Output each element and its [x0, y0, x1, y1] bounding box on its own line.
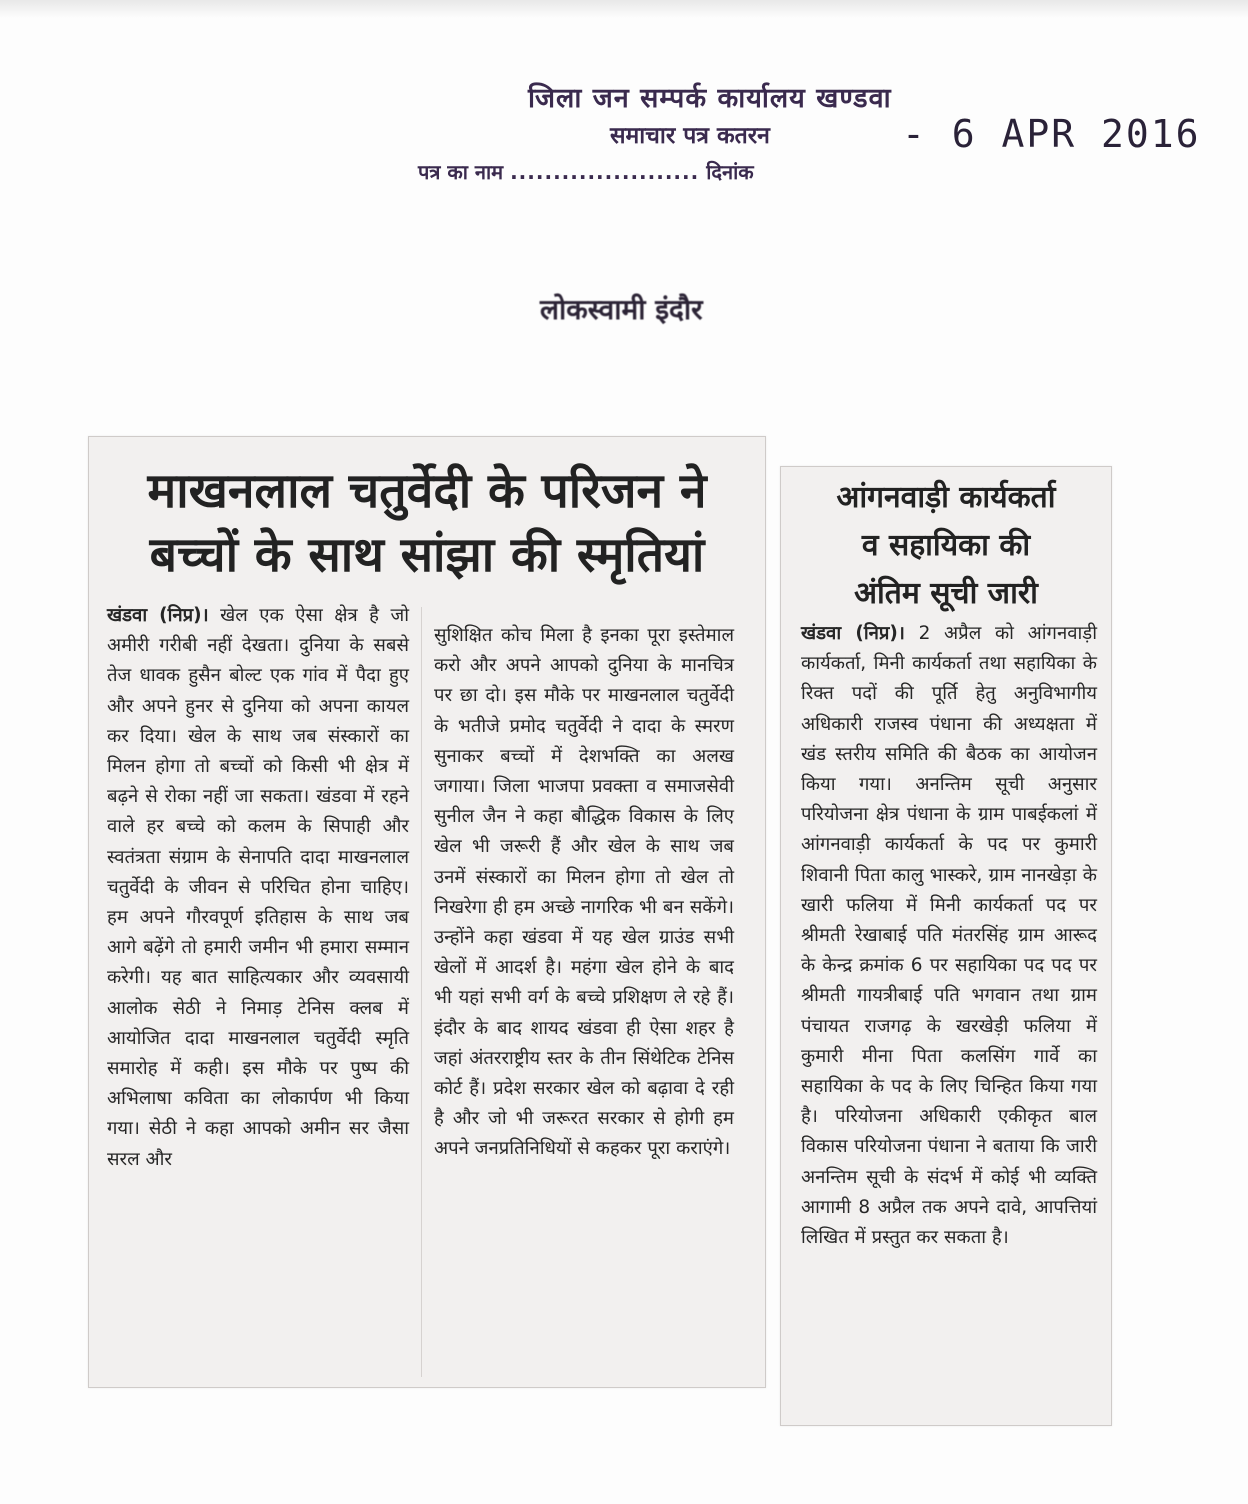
column-divider	[421, 607, 422, 1377]
side-article-body	[801, 619, 1097, 1253]
scan-edge	[0, 0, 1248, 18]
side-article-clipping	[780, 466, 1112, 1426]
main-article-column-1-text: खेल एक ऐसा क्षेत्र है जो अमीरी गरीबी नहीं देखता। दुनिया के सबसे तेज धावक हुसैन बोल्ट एक गांव में पैदा हुए और अपने हुनर से दुनिया को अपना कायल कर दिया। खेल के साथ जब संस्कारों का मिलन होगा तो बच्चों को किसी भी क्षेत्र में बढ़ने से रोका नहीं जा सकता। खंडवा में रहने वाले हर बच्चे को कलम के सिपाही और स्वतंत्रता संग्राम के सेनापति दादा माखनलाल चतुर्वेदी के जीवन से परिचित होना चाहिए। हम अपने गौरवपूर्ण इतिहास के साथ जब आगे बढ़ेंगे तो हमारी जमीन भी हमारा सम्मान करेगी। यह बात साहित्यकार और व्यवसायी आलोक सेठी ने निमाड़ टेनिस क्लब में आयोजित दादा माखनलाल चतुर्वेदी स्मृति समारोह में कही। इस मौके पर पुष्प की अभिलाषा कविता का लोकार्पण भी किया गया। सेठी ने कहा आपको अमीन सर जैसा सरल और	[107, 605, 409, 1170]
side-article-dateline: खंडवा (निप्र)।	[801, 623, 905, 644]
main-article-column-1	[107, 601, 409, 1175]
side-article-headline-line1: आंगनवाड़ी कार्यकर्ता	[836, 480, 1056, 515]
side-article-headline-line3: अंतिम सूची जारी	[854, 576, 1038, 611]
office-stamp-line2: समाचार पत्र कतरन	[610, 123, 770, 149]
office-stamp-line3	[418, 158, 754, 185]
newspaper-name-label: पत्र का नाम	[418, 160, 504, 184]
side-article-text: 2 अप्रैल को आंगनवाड़ी कार्यकर्ता, मिनी कार्यकर्ता तथा सहायिका के रिक्त पदों की पूर्ति हेतु अनुविभागीय अधिकारी राजस्व पंधाना की अध्यक्षता में खंड स्तरीय समिति की बैठक का आयोजन किया गया। अनन्तिम सूची अनुसार परियोजना क्षेत्र पंधाना के ग्राम पाबईकलां में आंगनवाड़ी कार्यकर्ता के पद पर कुमारी शिवानी पिता कालु भास्करे, ग्राम नानखेड़ा के खारी फलिया में मिनी कार्यकर्ता पद पर श्रीमती रेखाबाई पति मंतरसिंह ग्राम आरूद के केन्द्र क्रमांक 6 पर सहायिका पद पद पर श्रीमती गायत्रीबाई पति भगवान तथा ग्राम पंचायत राजगढ़ के खरखेड़ी फलिया में कुमारी मीना पिता कलसिंग गार्वे का सहायिका के पद के लिए चिन्हित किया गया है। परियोजना अधिकारी एकीकृत बाल विकास परियोजना पंधाना ने बताया कि जारी अनन्तिम सूची के संदर्भ में कोई भी व्यक्ति आगामी 8 अप्रैल तक अपने दावे, आपत्तियां लिखित में प्रस्तुत कर सकता है।	[801, 623, 1097, 1249]
main-article-headline-line1: माखनलाल चतुर्वेदी के परिजन ने	[147, 463, 707, 519]
side-article-headline-line2: व सहायिका की	[861, 528, 1031, 563]
main-article-clipping	[88, 436, 766, 1388]
main-article-column-2	[434, 621, 734, 1165]
newspaper-source-stamp: लोकस्वामी इंदौर	[540, 293, 703, 326]
office-stamp-line1: जिला जन सम्पर्क कार्यालय खण्डवा	[528, 83, 892, 114]
main-article-column-2-text: सुशिक्षित कोच मिला है इनका पूरा इस्तेमाल करो और अपने आपको दुनिया के मानचित्र पर छा दो। इस मौके पर माखनलाल चतुर्वेदी के भतीजे प्रमोद चतुर्वेदी ने दादा के स्मरण सुनाकर बच्चों में देशभक्ति का अलख जगाया। जिला भाजपा प्रवक्ता व समाजसेवी सुनील जैन ने कहा बौद्धिक विकास के लिए खेल भी जरूरी हैं और खेल के साथ जब उनमें संस्कारों का मिलन होगा तो खेल तो निखरेगा ही हम अच्छे नागरिक भी बन सकेंगे। उन्होंने कहा खंडवा में यह खेल ग्राउंड सभी खेलों में आदर्श है। महंगा खेल होने के बाद भी यहां सभी वर्ग के बच्चे प्रशिक्षण ले रहे हैं। इंदौर के बाद शायद खंडवा ही ऐसा शहर है जहां अंतरराष्ट्रीय स्तर के तीन सिंथेटिक टेनिस कोर्ट हैं। प्रदेश सरकार खेल को बढ़ावा दे रही है और जो भी जरूरत सरकार से होगी हम अपने जनप्रतिनिधियों से कहकर पूरा कराएंगे।	[434, 625, 734, 1160]
date-label: दिनांक	[706, 160, 754, 184]
main-article-dateline: खंडवा (निप्र)।	[107, 605, 209, 626]
date-stamp: - 6 APR 2016	[902, 112, 1201, 156]
main-article-headline-line2: बच्चों के साथ सांझा की स्मृतियां	[149, 527, 705, 583]
newspaper-name-blank: ......................	[510, 160, 700, 184]
